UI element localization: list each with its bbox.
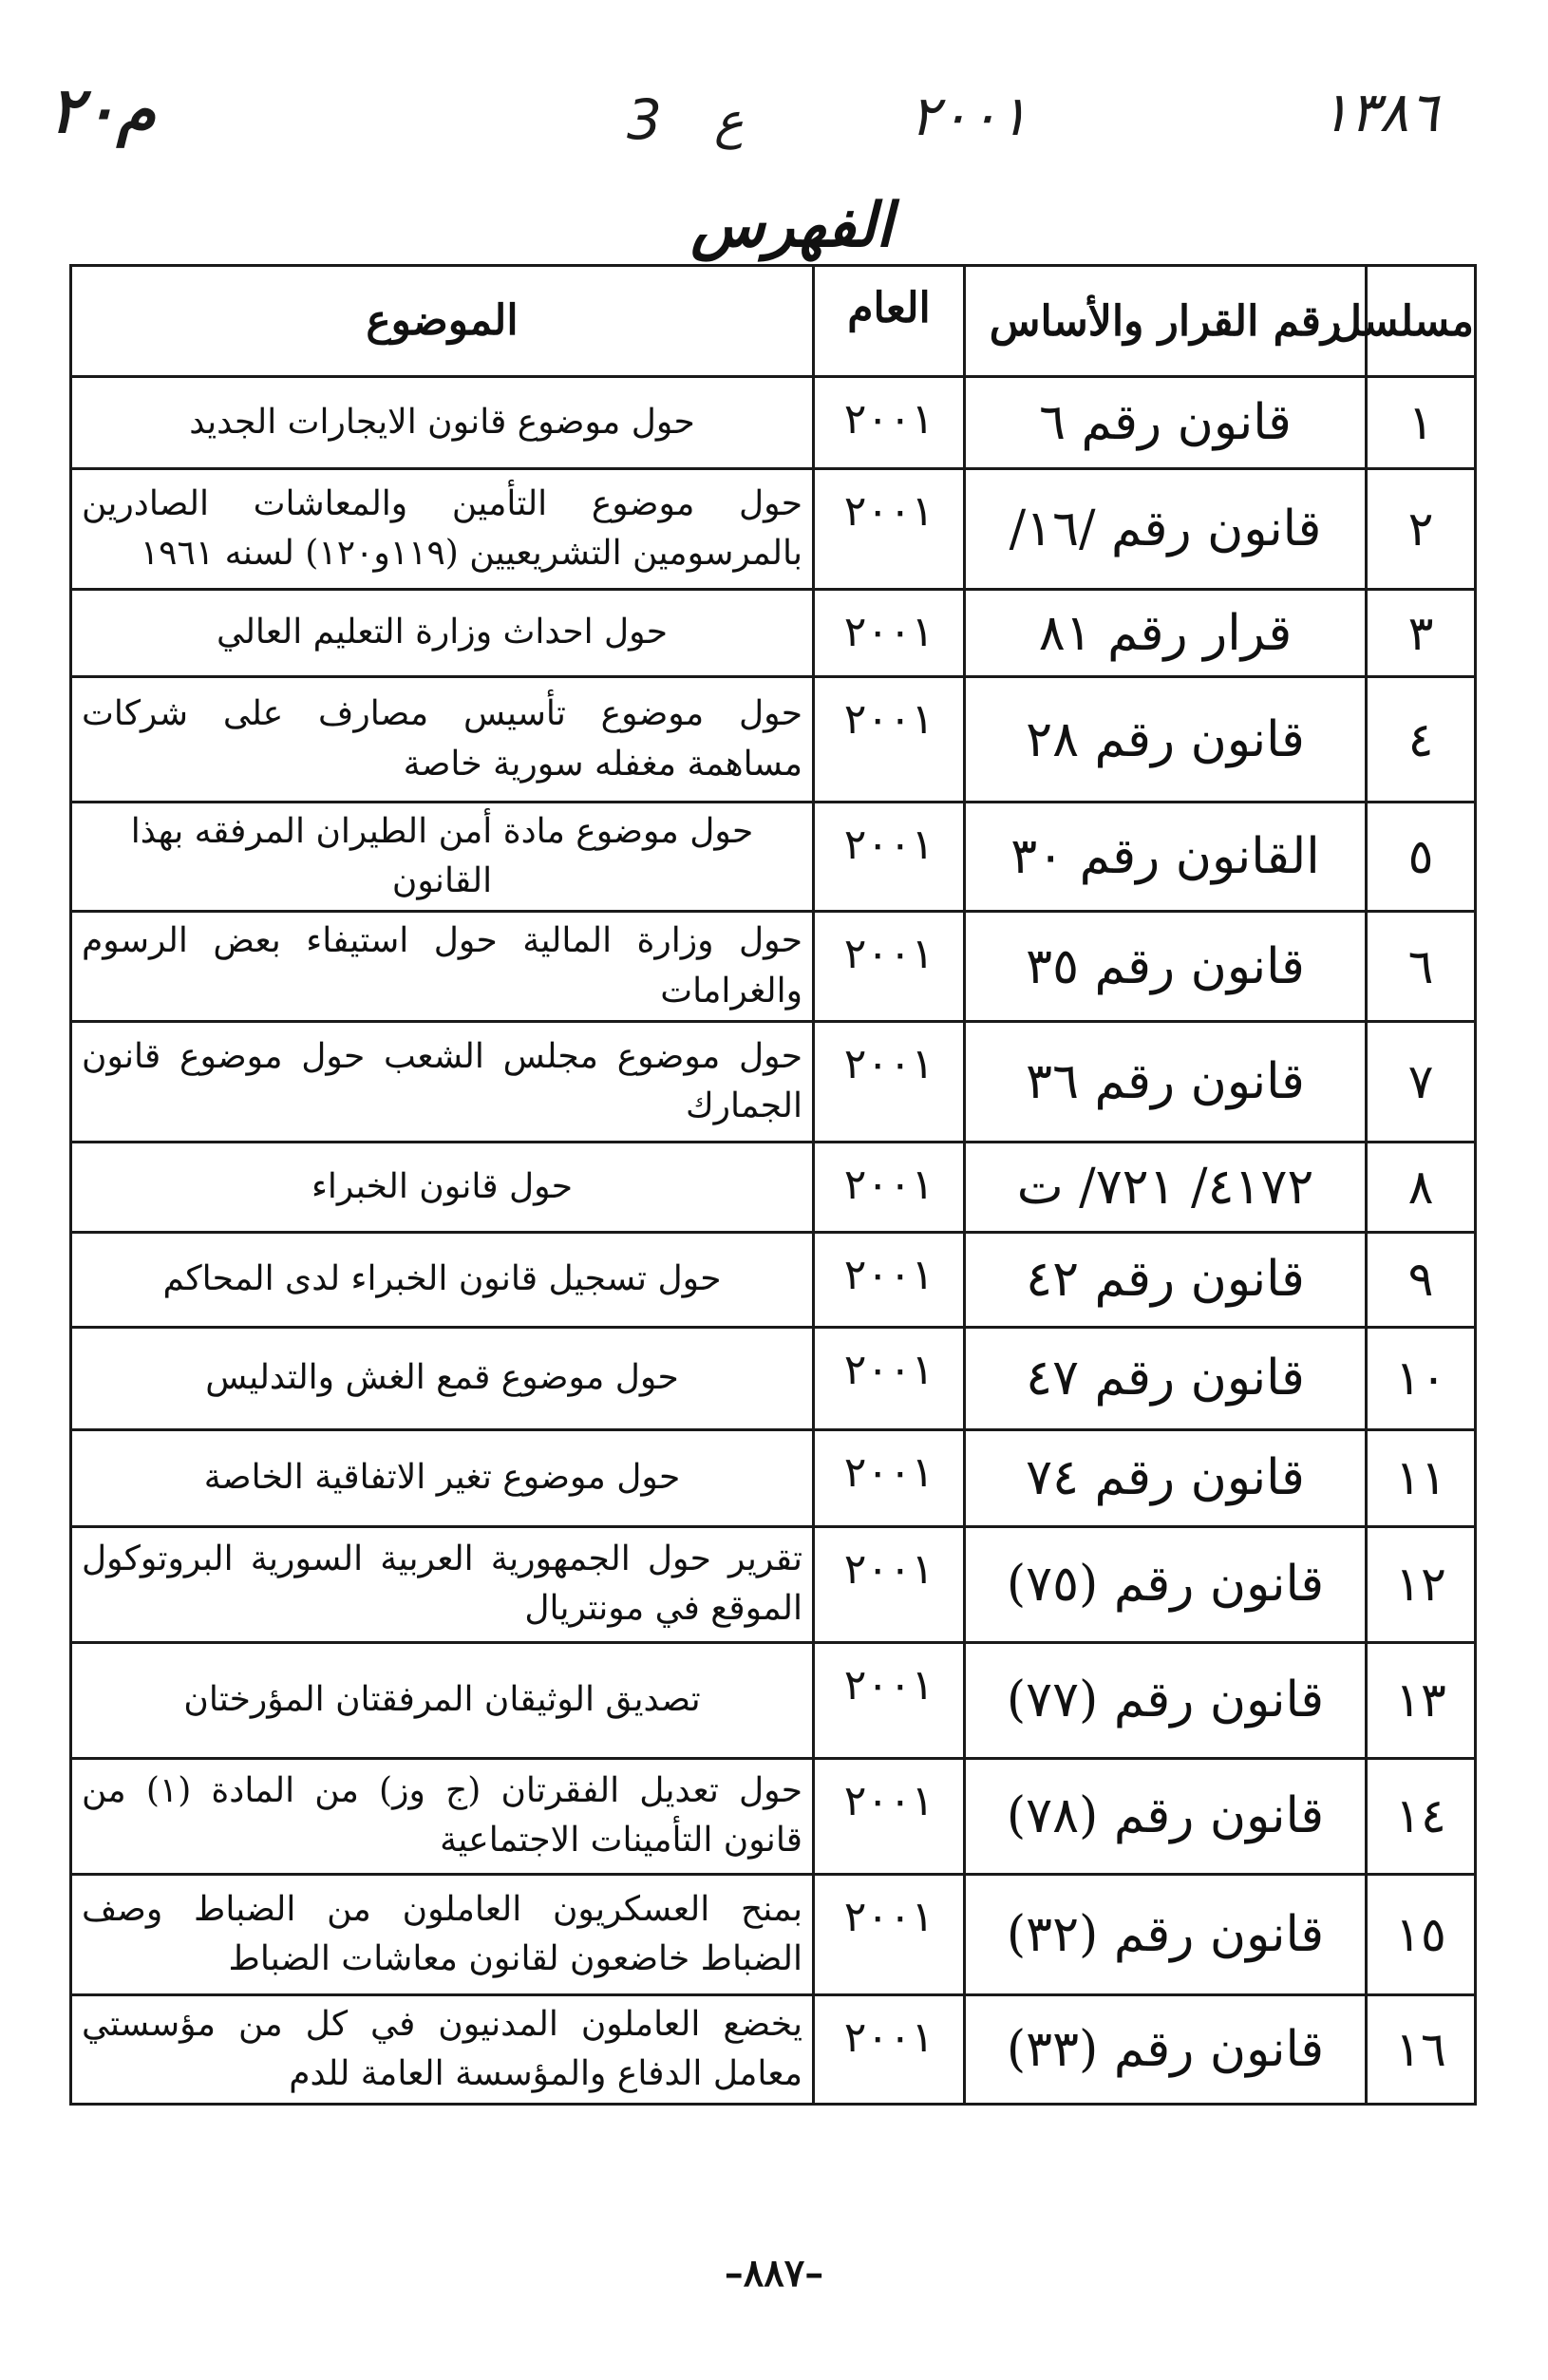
serial-cell: ٣ — [1367, 590, 1476, 677]
page-number: –٨٨٧– — [724, 2251, 824, 2295]
topic-cell: حول موضوع قانون الايجارات الجديد — [71, 377, 814, 469]
table-row — [71, 1874, 1476, 1994]
topic-cell: حول تعديل الفقرتان (ج وز) من المادة (١) من قانون التأمينات الاجتماعية — [71, 1758, 814, 1874]
table-row — [71, 1758, 1476, 1874]
page-title: الفهرس — [690, 190, 893, 261]
number-cell: قانون رقم (٣٣) — [965, 1994, 1367, 2104]
year-cell: ٢٠٠١ — [814, 1642, 965, 1758]
header-serial: مسلسل — [1367, 266, 1476, 377]
number-cell: قانون رقم ٦ — [965, 377, 1367, 469]
table-row — [71, 912, 1476, 1021]
header-topic: الموضوع — [71, 266, 814, 377]
serial-cell: ٤ — [1367, 677, 1476, 803]
serial-cell: ١٥ — [1367, 1874, 1476, 1994]
year-cell: ٢٠٠١ — [814, 1142, 965, 1232]
year-cell: ٢٠٠١ — [814, 677, 965, 803]
table-row — [71, 1526, 1476, 1642]
year-cell: ٢٠٠١ — [814, 469, 965, 590]
number-cell: القانون رقم ٣٠ — [965, 803, 1367, 912]
number-cell: قانون رقم (٧٧) — [965, 1642, 1367, 1758]
topic-cell: تقرير حول الجمهورية العربية السورية البروتوكول الموقع في مونتريال — [71, 1526, 814, 1642]
handwritten-note-three: 3 — [627, 87, 662, 152]
year-cell: ٢٠٠١ — [814, 1429, 965, 1526]
serial-cell: ٨ — [1367, 1142, 1476, 1232]
year-cell: ٢٠٠١ — [814, 1758, 965, 1874]
serial-cell: ١٣ — [1367, 1642, 1476, 1758]
year-cell: ٢٠٠١ — [814, 377, 965, 469]
header-year: العام — [814, 266, 965, 377]
year-cell: ٢٠٠١ — [814, 1994, 965, 2104]
handwritten-note-right: ١٣٨٦ — [1320, 80, 1439, 144]
number-cell: قانون رقم (٧٨) — [965, 1758, 1367, 1874]
table-row — [71, 377, 1476, 469]
serial-cell: ٦ — [1367, 912, 1476, 1021]
serial-cell: ٩ — [1367, 1232, 1476, 1327]
year-cell: ٢٠٠١ — [814, 803, 965, 912]
topic-cell: حول قانون الخبراء — [71, 1142, 814, 1232]
topic-cell: حول موضوع مادة أمن الطيران المرفقه بهذا القانون — [71, 803, 814, 912]
table-row — [71, 1021, 1476, 1142]
topic-cell: تصديق الوثيقان المرفقتان المؤرختان — [71, 1642, 814, 1758]
table-row — [71, 469, 1476, 590]
topic-cell: حول موضوع قمع الغش والتدليس — [71, 1327, 814, 1429]
number-cell: قانون رقم ٢٨ — [965, 677, 1367, 803]
handwritten-note-year: ٢٠٠١ — [910, 84, 1029, 148]
serial-cell: ١٤ — [1367, 1758, 1476, 1874]
number-cell: قانون رقم ٧٤ — [965, 1429, 1367, 1526]
number-cell: قرار رقم ٨١ — [965, 590, 1367, 677]
number-cell: قانون رقم ٤٢ — [965, 1232, 1367, 1327]
number-cell: قانون رقم /١٦/ — [965, 469, 1367, 590]
table-row — [71, 1232, 1476, 1327]
table-row — [71, 1429, 1476, 1526]
table-row — [71, 1642, 1476, 1758]
topic-cell: حول موضوع مجلس الشعب حول موضوع قانون الجمارك — [71, 1021, 814, 1142]
table-row — [71, 677, 1476, 803]
number-cell: ٤١٧٢/ ٧٢١/ ت — [965, 1142, 1367, 1232]
number-cell: قانون رقم ٤٧ — [965, 1327, 1367, 1429]
serial-cell: ٥ — [1367, 803, 1476, 912]
year-cell: ٢٠٠١ — [814, 1526, 965, 1642]
number-cell: قانون رقم (٧٥) — [965, 1526, 1367, 1642]
serial-cell: ١٢ — [1367, 1526, 1476, 1642]
serial-cell: ١٠ — [1367, 1327, 1476, 1429]
handwritten-note-left: م٢٠ — [49, 74, 156, 147]
number-cell: قانون رقم ٣٥ — [965, 912, 1367, 1021]
serial-cell: ١٦ — [1367, 1994, 1476, 2104]
serial-cell: ٢ — [1367, 469, 1476, 590]
table-row — [71, 803, 1476, 912]
year-cell: ٢٠٠١ — [814, 1874, 965, 1994]
serial-cell: ٧ — [1367, 1021, 1476, 1142]
topic-cell: بمنح العسكريون العاملون من الضباط وصف الضباط خاضعون لقانون معاشات الضباط — [71, 1874, 814, 1994]
year-cell: ٢٠٠١ — [814, 1327, 965, 1429]
number-cell: قانون رقم (٣٢) — [965, 1874, 1367, 1994]
header-number: رقم القرار والأساس — [965, 266, 1367, 377]
topic-cell: حول موضوع تأسيس مصارف على شركات مساهمة مغفله سورية خاصة — [71, 677, 814, 803]
table-row — [71, 1327, 1476, 1429]
year-cell: ٢٠٠١ — [814, 1232, 965, 1327]
topic-cell: حول احداث وزارة التعليم العالي — [71, 590, 814, 677]
year-cell: ٢٠٠١ — [814, 1021, 965, 1142]
handwritten-note-ain: ع — [714, 93, 745, 150]
topic-cell: حول وزارة المالية حول استيفاء بعض الرسوم والغرامات — [71, 912, 814, 1021]
table-row — [71, 590, 1476, 677]
table-header-row — [71, 266, 1476, 377]
year-cell: ٢٠٠١ — [814, 590, 965, 677]
table-row — [71, 1994, 1476, 2104]
topic-cell: حول تسجيل قانون الخبراء لدى المحاكم — [71, 1232, 814, 1327]
topic-cell: حول موضوع تغير الاتفاقية الخاصة — [71, 1429, 814, 1526]
serial-cell: ١١ — [1367, 1429, 1476, 1526]
year-cell: ٢٠٠١ — [814, 912, 965, 1021]
topic-cell: حول موضوع التأمين والمعاشات الصادرين بالمرسومين التشريعيين (١١٩و١٢٠) لسنه ١٩٦١ — [71, 469, 814, 590]
number-cell: قانون رقم ٣٦ — [965, 1021, 1367, 1142]
topic-cell: يخضع العاملون المدنيون في كل من مؤسستي معامل الدفاع والمؤسسة العامة للدم — [71, 1994, 814, 2104]
serial-cell: ١ — [1367, 377, 1476, 469]
index-table — [69, 264, 1477, 2106]
table-row — [71, 1142, 1476, 1232]
